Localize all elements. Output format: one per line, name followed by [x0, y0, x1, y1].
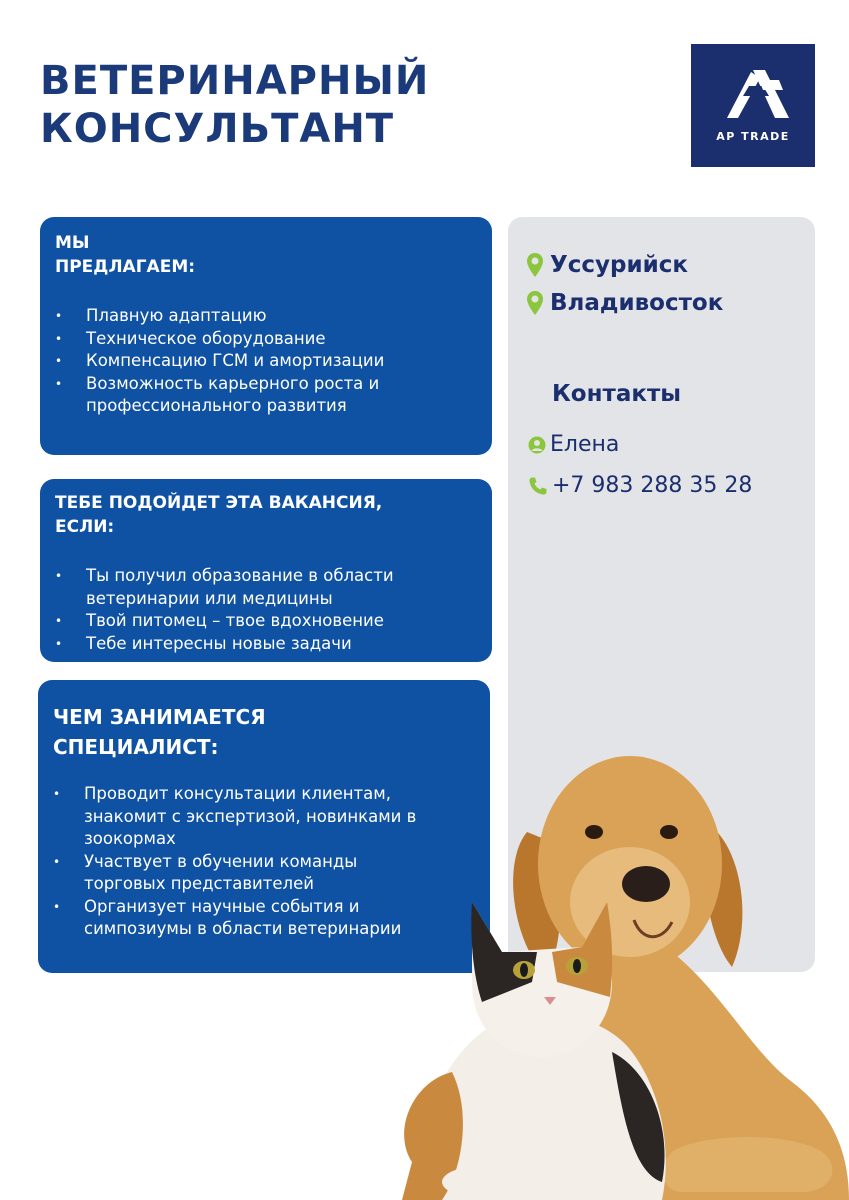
list-item-text: Возможность карьерного роста и профессионального развития	[86, 373, 380, 415]
offer-title-line-1: МЫ	[55, 233, 90, 253]
offer-title-line-2: ПРЕДЛАГАЕМ:	[55, 257, 196, 277]
offer-list	[55, 305, 480, 418]
contact-name	[528, 432, 619, 457]
ap-trade-logo-icon	[713, 66, 793, 128]
list-item-text: Твой питомец – твое вдохновение	[86, 611, 384, 630]
list-item	[55, 305, 480, 328]
bullet-icon: •	[55, 354, 63, 368]
ap-trade-logo	[691, 44, 815, 167]
fit-title-line-2: ЕСЛИ:	[55, 517, 115, 537]
offer-title	[55, 231, 477, 279]
list-item-text: Плавную адаптацию	[86, 306, 267, 325]
contact-name-text: Елена	[550, 432, 620, 457]
list-item	[55, 610, 480, 633]
offer-card	[40, 217, 492, 455]
contacts-title: Контакты	[552, 381, 682, 407]
list-item-text: Ты получил образование в области ветеринарии или медицины	[86, 566, 394, 608]
list-item	[55, 328, 480, 351]
phone-icon	[528, 476, 548, 496]
bullet-icon: •	[55, 614, 63, 628]
list-item-text: Проводит консультации клиентам, знакомит с экспертизой, новинками в зоокормах	[84, 784, 417, 848]
person-icon	[528, 436, 546, 454]
fit-list	[55, 565, 480, 655]
logo-text: AP TRADE	[716, 130, 790, 143]
duties-title-line-2: СПЕЦИАЛИСТ:	[53, 735, 219, 759]
list-item-text: Компенсацию ГСМ и амортизации	[86, 351, 385, 370]
location-pin-icon	[526, 290, 544, 316]
bullet-icon: •	[53, 854, 61, 869]
dog-and-cat-photo	[372, 752, 849, 1200]
bullet-icon: •	[55, 376, 63, 391]
duties-title-line-1: ЧЕМ ЗАНИМАЕТСЯ	[53, 705, 266, 729]
list-item-text: Участвует в обучении команды торговых представителей	[84, 851, 358, 893]
bullet-icon: •	[55, 636, 63, 651]
list-item	[55, 373, 480, 418]
bullet-icon: •	[55, 309, 63, 323]
list-item	[55, 633, 480, 656]
page-title-line-1: ВЕТЕРИНАРНЫЙ	[40, 58, 430, 104]
list-item-text: Организует научные события и симпозиумы в области ветеринарии	[84, 896, 402, 938]
page-title-line-2: КОНСУЛЬТАНТ	[40, 106, 395, 152]
contact-phone[interactable]	[528, 473, 752, 498]
bullet-icon: •	[53, 787, 61, 801]
list-item-text: Тебе интересны новые задачи	[86, 633, 352, 653]
list-item	[55, 565, 480, 610]
list-item	[55, 350, 480, 373]
fit-title	[55, 491, 477, 539]
bullet-icon: •	[55, 331, 63, 346]
contact-phone-text[interactable]: +7 983 288 35 28	[552, 473, 753, 498]
location-vladivostok	[526, 290, 723, 316]
fit-card	[40, 479, 492, 662]
location-label: Владивосток	[550, 290, 724, 316]
bullet-icon: •	[55, 569, 63, 583]
location-ussuriysk	[526, 252, 688, 278]
fit-title-line-1: ТЕБЕ ПОДОЙДЕТ ЭТА ВАКАНСИЯ,	[55, 493, 383, 513]
location-pin-icon	[526, 252, 544, 278]
page-title	[40, 57, 600, 153]
location-label: Уссурийск	[550, 252, 688, 278]
list-item-text: Техническое оборудование	[86, 328, 326, 348]
bullet-icon: •	[53, 899, 61, 914]
